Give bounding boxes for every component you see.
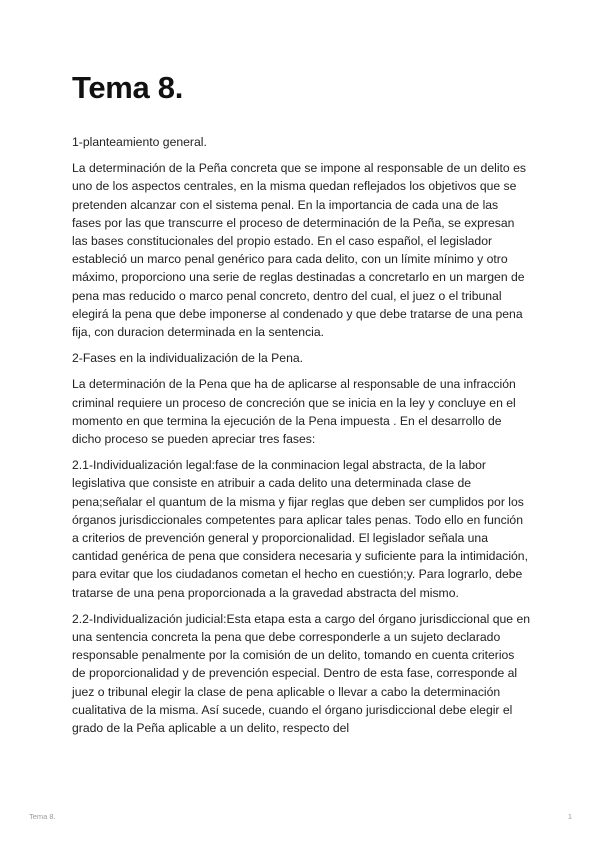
footer-document-title: Tema 8.	[29, 812, 56, 821]
paragraph-determinacion-pena: La determinación de la Peña concreta que se impone al responsable de un delito es uno de los aspectos centrales, en la misma quedan reflejados los objetivos que se pretenden alcanzar con el sistema penal. En la importancia de cada una de las fases por las que transcurre el proceso de determinación de la Peña, se expresan las bases constitucionales del propio estado. En el caso español, el legislador estableció un marco penal genérico para cada delito, con un límite mínimo y otro máximo, proporciono una serie de reglas destinadas a concretarlo en un margen de pena mas reducido o marco penal concreto, dentro del cual, el juez o el tribunal elegirá la pena que debe imponerse al condenado y que debe tratarse de una pena fija, con duracion determinada en la sentencia.	[72, 161, 526, 340]
paragraph-proceso-concrecion: La determinación de la Pena que ha de aplicarse al responsable de una infracción criminal requiere un proceso de concreción que se inicia en la ley y concluye en el momento en que termina la ejecución de la Pena impuesta . En el desarrollo de dicho proceso se pueden apreciar tres fases:	[72, 377, 516, 447]
page-title: Tema 8.	[72, 70, 184, 105]
paragraph-individualizacion-judicial: 2.2-Individualización judicial:Esta etapa esta a cargo del órgano jurisdiccional que en una sentencia concreta la pena que debe corresponderle a un sujeto declarado responsable penalmente por la comisión de un delito, tomando en cuenta criterios de proporcionalidad y de prevención especial. Dentro de esta fase, corresponde al juez o tribunal elegir la clase de pena aplicable o llevar a cabo la determinación cualitativa de la misma. Así sucede, cuando el órgano jurisdiccional debe elegir el grado de la Peña aplicable a un delito, respecto del	[72, 611, 530, 736]
section-heading-planteamiento: 1-planteamiento general.	[72, 135, 207, 149]
section-heading-fases: 2-Fases en la individualización de la Pena.	[72, 351, 304, 366]
paragraph-individualizacion-legal: 2.1-Individualización legal:fase de la conminacion legal abstracta, de la labor legislativa que consiste en atribuir a cada delito una determinada clase de pena;señalar el quantum de la misma y fijar reglas que deben ser cumplidos por los órganos jurisdiccionales competentes para aplicar tales penas. Todo ello en función a criterios de prevención general y proporcionalidad. El legislador señala una cantidad genérica de pena que considera necesaria y suficiente para la intimidación, para evitar que los ciudadanos cometan el hecho en cuestión;y. Para lograrlo, debe tratarse de una pena proporcionada a la gravedad abstracta del mismo.	[72, 458, 528, 600]
document-body	[72, 133, 530, 745]
footer-page-number: 1	[567, 812, 572, 821]
